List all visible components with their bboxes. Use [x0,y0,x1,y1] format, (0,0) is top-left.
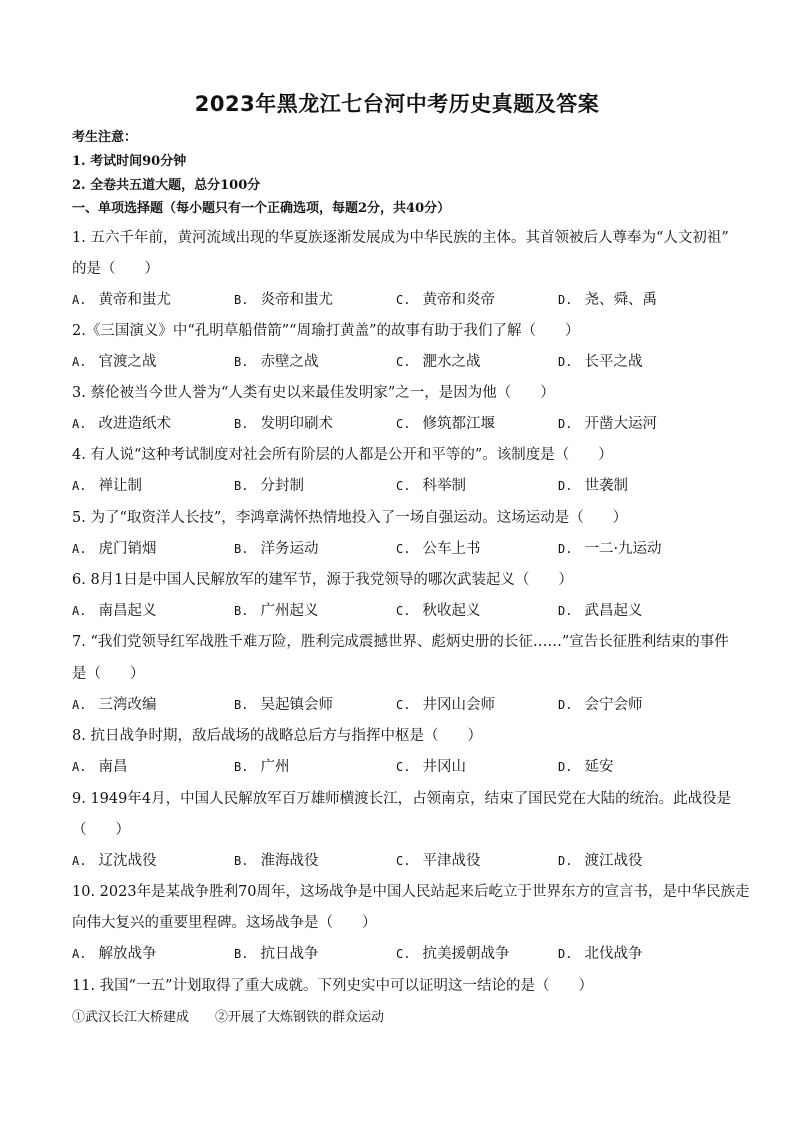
question-text: 8. 抗日战争时期，敌后战场的战略总后方与指挥中枢是（ ） [72,728,482,744]
question-text: 是（ ） [72,666,145,682]
option-a: A. 官渡之战 [72,354,157,370]
option-d: D. 尧、舜、禹 [558,292,657,308]
option-a: A. 禅让制 [72,478,142,494]
option-d: D. 武昌起义 [558,603,643,619]
option-a: A. 南昌 [72,759,128,775]
option-c: C. 修筑都江堰 [396,416,495,432]
option-a: A. 虎门销烟 [72,541,157,557]
option-row [72,476,732,496]
option-row [72,695,732,715]
option-c: C. 淝水之战 [396,354,481,370]
question-text: 6. 8月1日是中国人民解放军的建军节，源于我党领导的哪次武装起义（ ） [72,572,573,588]
option-row [72,851,732,871]
option-d: D. 世袭制 [558,478,628,494]
question-text: 3. 蔡伦被当今世人誉为“人类有史以来最佳发明家”之一，是因为他（ ） [72,385,555,401]
option-b: B. 洋务运动 [234,541,319,557]
option-b: B. 分封制 [234,478,304,494]
section-heading: 一、单项选择题（每小题只有一个正确选项，每题2分，共40分） [72,201,451,216]
option-c: C. 井冈山会师 [396,697,495,713]
option-row [72,944,732,964]
option-a: A. 解放战争 [72,946,157,962]
option-d: D. 延安 [558,759,614,775]
option-c: C. 公车上书 [396,541,481,557]
option-d: D. 长平之战 [558,354,643,370]
question-text: 1. 五六千年前，黄河流域出现的华夏族逐渐发展成为中华民族的主体。其首领被后人尊奉为“人文初祖” [72,230,729,246]
option-row [72,290,732,310]
option-d: D. 北伐战争 [558,946,643,962]
option-b: B. 淮海战役 [234,853,319,869]
notice-item: 1. 考试时间90分钟 [72,154,187,169]
question-statements: ①武汉长江大桥建成 ②开展了大炼钢铁的群众运动 [72,1010,385,1025]
page-title: 2023年黑龙江七台河中考历史真题及答案 [194,92,600,116]
option-d: D. 会宁会师 [558,697,643,713]
option-c: C. 秋收起义 [396,603,481,619]
option-a: A. 三湾改编 [72,697,157,713]
question-text: 10. 2023年是某战争胜利70周年，这场战争是中国人民站起来后屹立于世界东方的宣言书，是中华民族走 [72,884,750,900]
option-a: A. 改进造纸术 [72,416,171,432]
question-text: （ ） [72,822,130,838]
option-row [72,601,732,621]
option-d: D. 一二·九运动 [558,541,662,557]
question-text: 7. “我们党领导红军战胜千难万险，胜利完成震撼世界、彪炳史册的长征……”宣告长征胜利结束的事件 [72,634,729,650]
option-row [72,414,732,434]
option-c: C. 平津战役 [396,853,481,869]
question-text: 11. 我国“一五”计划取得了重大成就。下列史实中可以证明这一结论的是（ ） [72,978,593,994]
option-row [72,539,732,559]
option-a: A. 黄帝和蚩尤 [72,292,171,308]
option-a: A. 南昌起义 [72,603,157,619]
option-c: C. 抗美援朝战争 [396,946,510,962]
notice-header: 考生注意： [72,130,138,145]
option-a: A. 辽沈战役 [72,853,157,869]
option-d: D. 开凿大运河 [558,416,657,432]
option-b: B. 赤壁之战 [234,354,319,370]
option-b: B. 发明印刷术 [234,416,333,432]
option-b: B. 抗日战争 [234,946,319,962]
question-text: 的是（ ） [72,261,159,277]
option-row [72,757,732,777]
question-text: 2.《三国演义》中“孔明草船借箭”“周瑜打黄盖”的故事有助于我们了解（ ） [72,323,580,339]
question-text: 向伟大复兴的重要里程碑。这场战争是（ ） [72,915,377,931]
question-text: 5. 为了“取资洋人长技”，李鸿章满怀热情地投入了一场自强运动。这场运动是（ ） [72,510,628,526]
notice-item: 2. 全卷共五道大题，总分100分 [72,178,261,193]
option-c: C. 井冈山 [396,759,466,775]
question-text: 9. 1949年4月，中国人民解放军百万雄师横渡长江，占领南京，结束了国民党在大陆的统治。此战役是 [72,791,732,807]
option-b: B. 广州 [234,759,290,775]
option-d: D. 渡江战役 [558,853,643,869]
option-b: B. 广州起义 [234,603,319,619]
option-c: C. 黄帝和炎帝 [396,292,495,308]
question-text: 4. 有人说“这种考试制度对社会所有阶层的人都是公开和平等的”。该制度是（ ） [72,447,613,463]
option-b: B. 吴起镇会师 [234,697,333,713]
option-b: B. 炎帝和蚩尤 [234,292,333,308]
option-c: C. 科举制 [396,478,466,494]
option-row [72,352,732,372]
